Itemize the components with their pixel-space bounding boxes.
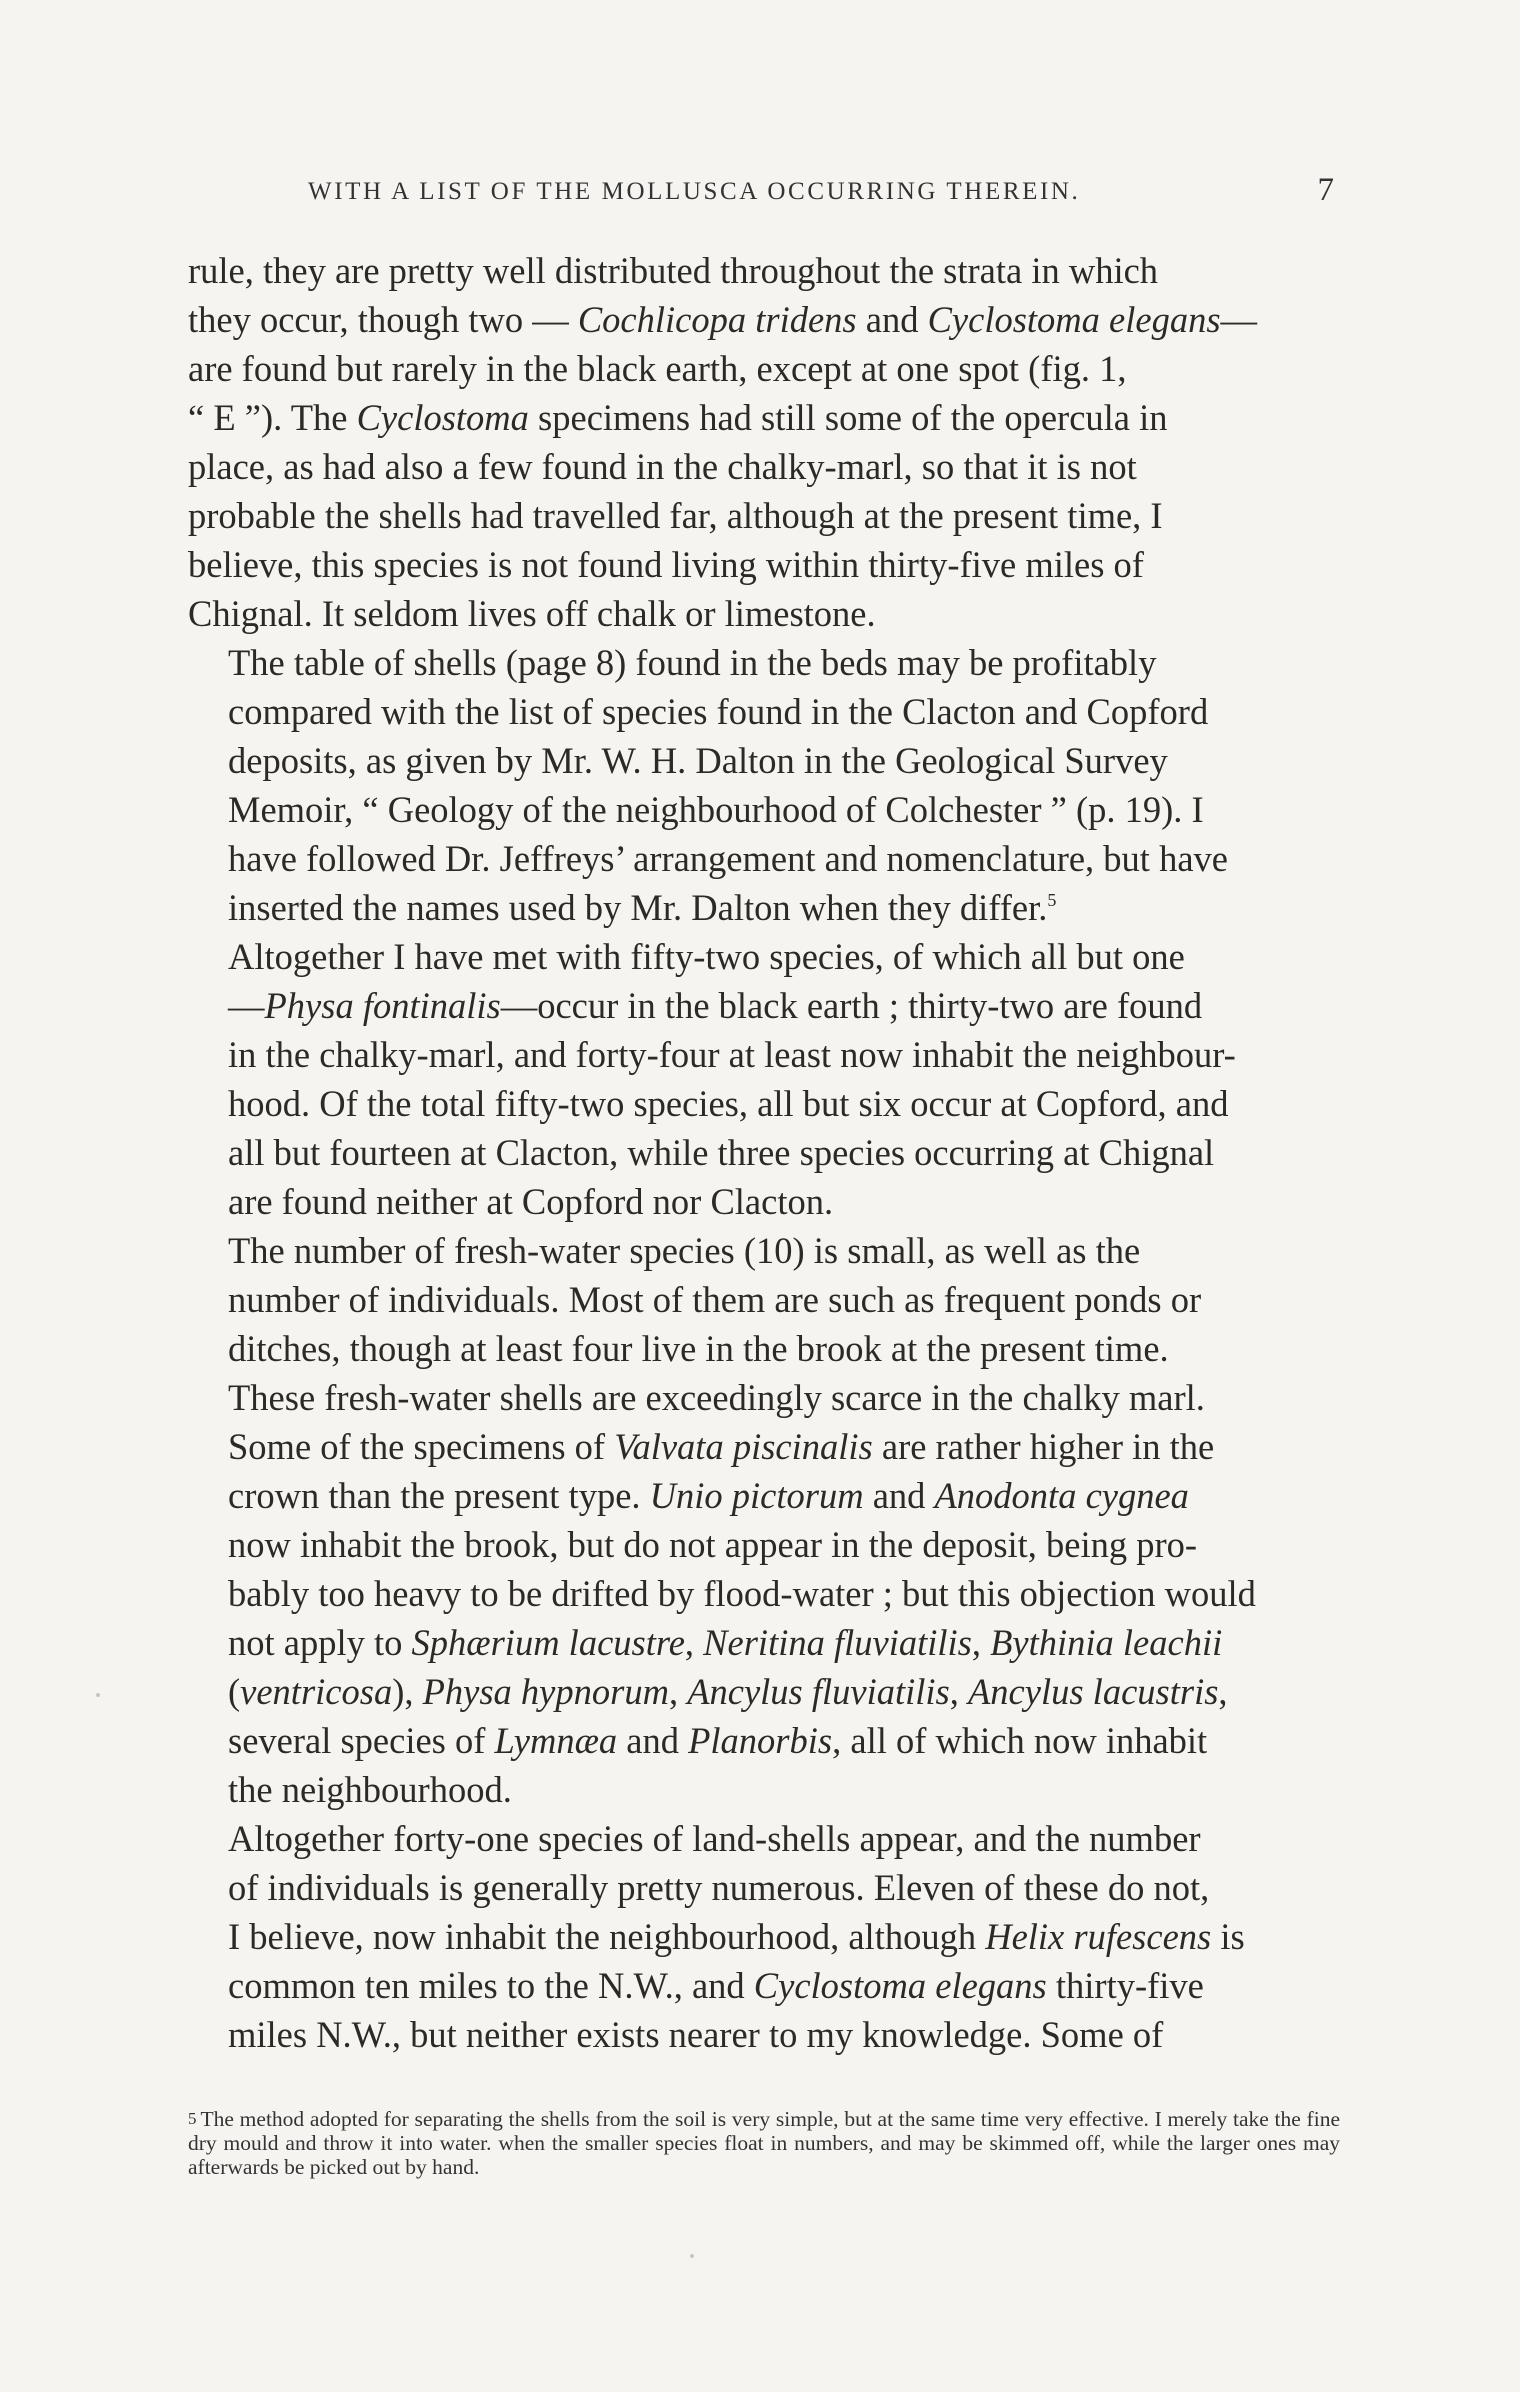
text-line: not apply to Sphærium lacustre, Neritina fluviatilis, Bythinia leachii <box>228 1622 1223 1663</box>
text-line: of individuals is generally pretty numerous. Eleven of these do not, <box>228 1867 1210 1908</box>
paper-speck <box>96 1693 100 1697</box>
footnote-mark: 5 <box>188 2109 197 2128</box>
text-line: (ventricosa), Physa hypnorum, Ancylus fluviatilis, Ancylus lacustris, <box>228 1671 1228 1712</box>
text-line: in the chalky-marl, and forty-four at least now inhabit the neighbour- <box>228 1034 1236 1075</box>
body-text <box>188 246 1340 2059</box>
paragraph-p1 <box>188 246 1340 638</box>
text-line: The table of shells (page 8) found in the beds may be profitably <box>228 642 1157 683</box>
text-line: Chignal. It seldom lives off chalk or limestone. <box>188 593 876 634</box>
text-line: Some of the specimens of Valvata piscinalis are rather higher in the <box>228 1426 1215 1467</box>
text-line: bably too heavy to be drifted by flood-water ; but this objection would <box>228 1573 1256 1614</box>
text-line: compared with the list of species found in the Clacton and Copford <box>228 691 1209 732</box>
paragraph-p4 <box>188 1226 1340 1814</box>
text-line: ditches, though at least four live in the brook at the present time. <box>228 1328 1169 1369</box>
paragraph-p2 <box>188 638 1340 932</box>
text-line: several species of Lymnæa and Planorbis, all of which now inhabit <box>228 1720 1208 1761</box>
text-line: These fresh-water shells are exceedingly scarce in the chalky marl. <box>228 1377 1205 1418</box>
text-line: common ten miles to the N.W., and Cyclostoma elegans thirty-five <box>228 1965 1204 2006</box>
text-line: are found but rarely in the black earth, except at one spot (fig. 1, <box>188 348 1127 389</box>
paragraph-p5 <box>188 1814 1340 2059</box>
text-line: miles N.W., but neither exists nearer to my knowledge. Some of <box>228 2014 1164 2055</box>
text-line: probable the shells had travelled far, although at the present time, I <box>188 495 1163 536</box>
text-line: deposits, as given by Mr. W. H. Dalton in the Geological Survey <box>228 740 1168 781</box>
text-line: believe, this species is not found living within thirty-five miles of <box>188 544 1144 585</box>
text-line: number of individuals. Most of them are such as frequent ponds or <box>228 1279 1202 1320</box>
text-line: rule, they are pretty well distributed throughout the strata in which <box>188 250 1159 291</box>
text-line: Altogether I have met with fifty-two species, of which all but one <box>228 936 1185 977</box>
text-line: the neighbourhood. <box>228 1769 512 1810</box>
text-line: are found neither at Copford nor Clacton. <box>228 1181 834 1222</box>
text-line: —Physa fontinalis—occur in the black earth ; thirty-two are found <box>228 985 1203 1026</box>
running-title: WITH A LIST OF THE MOLLUSCA OCCURRING THEREIN. <box>308 178 1081 205</box>
footnote-text: The method adopted for separating the shells from the soil is very simple, but at the same time very effective. I merely take the fine dry mould and throw it into water. when the smaller species float in numbers, and may be skimmed off, while the larger ones may afterwards be picked out by hand. <box>188 2107 1340 2179</box>
running-header <box>188 172 1338 222</box>
text-line: have followed Dr. Jeffreys’ arrangement and nomenclature, but have <box>228 838 1228 879</box>
text-line: “ E ”). The Cyclostoma specimens had still some of the opercula in <box>188 397 1168 438</box>
paragraph-p3 <box>188 932 1340 1226</box>
footnote <box>188 2107 1340 2179</box>
text-line: all but fourteen at Clacton, while three species occurring at Chignal <box>228 1132 1215 1173</box>
text-line: place, as had also a few found in the chalky-marl, so that it is not <box>188 446 1137 487</box>
text-line: hood. Of the total fifty-two species, all but six occur at Copford, and <box>228 1083 1229 1124</box>
text-line: now inhabit the brook, but do not appear in the deposit, being pro- <box>228 1524 1198 1565</box>
text-line: Altogether forty-one species of land-shells appear, and the number <box>228 1818 1201 1859</box>
text-line: they occur, though two — Cochlicopa tridens and Cyclostoma elegans— <box>188 299 1258 340</box>
page-number: 7 <box>1317 172 1334 208</box>
paper-speck <box>690 2254 694 2258</box>
text-line: The number of fresh-water species (10) is small, as well as the <box>228 1230 1141 1271</box>
text-line: inserted the names used by Mr. Dalton when they differ.$^5$ <box>228 887 1057 928</box>
text-line: crown than the present type. Unio pictorum and Anodonta cygnea <box>228 1475 1189 1516</box>
text-line: I believe, now inhabit the neighbourhood, although Helix rufescens is <box>228 1916 1245 1957</box>
text-line: Memoir, “ Geology of the neighbourhood of Colchester ” (p. 19). I <box>228 789 1204 830</box>
